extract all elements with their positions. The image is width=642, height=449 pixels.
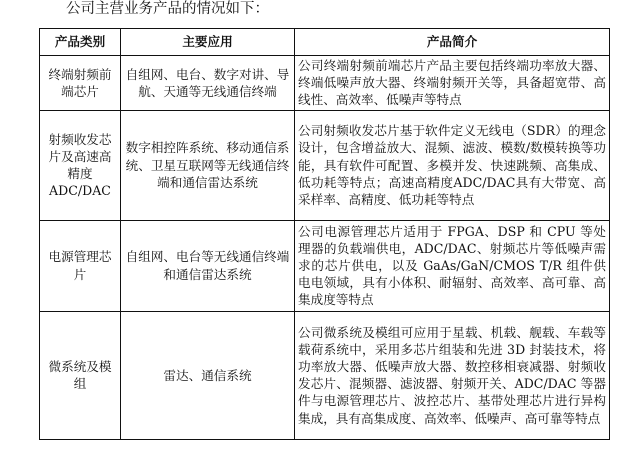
row-description: 公司电源管理芯片适用于 FPGA、DSP 和 CPU 等处理器的负载端供电，ADC/DAC、射频芯片等低噪声需求的芯片供电，以及 GaAs/GaN/CMOS T/R 组件供电电领域，具有小体积、耐辐射、高效率、高可靠、高集成度等特点 [295,220,610,311]
intro-text: 公司主营业务产品的情况如下： [66,1,269,17]
table-row [40,311,610,439]
row-description: 公司射频收发芯片基于软件定义无线电（SDR）的理念设计，包含增益放大、混频、滤波、模数/数模转换等功能，具有软件可配置、多模并发、快速跳频、高集成、低功耗等特点；高速高精度ADC/DAC具有大带宽、高采样率、高精度、低功耗等特点 [295,110,610,220]
row-category: 微系统及模组 [40,311,121,439]
header-category: 产品类别 [40,29,121,56]
products-table [39,28,610,440]
row-category: 终端射频前端芯片 [40,56,121,111]
row-description: 公司微系统及模组可应用于星载、机载、舰载、车载等载荷系统中，采用多芯片组装和先进 3D 封装技术，将功率放大器、低噪声放大器、数控移相衰减器、射频收发芯片、混频器、滤波器、射频开关、ADC/DAC 等器件与电源管理芯片、波控芯片、基带处理芯片进行异构集成，具有高集成度、高效率、低噪声、高可靠等特点 [295,311,610,439]
row-category: 射频收发芯片及高速高精度ADC/DAC [40,110,121,220]
table-header-row [40,29,610,56]
header-description: 产品简介 [295,29,610,56]
table-row [40,56,610,111]
row-category: 电源管理芯片 [40,220,121,311]
row-application: 自组网、电台等无线通信终端和通信雷达系统 [121,220,295,311]
table-row [40,110,610,220]
header-application: 主要应用 [121,29,295,56]
row-description: 公司终端射频前端芯片产品主要包括终端功率放大器、终端低噪声放大器、终端射频开关等，具备超宽带、高线性、高效率、低噪声等特点 [295,56,610,111]
table-row [40,220,610,311]
row-application: 自组网、电台、数字对讲、导航、天通等无线通信终端 [121,56,295,111]
row-application: 数字相控阵系统、移动通信系统、卫星互联网等无线通信终端和通信雷达系统 [121,110,295,220]
row-application: 雷达、通信系统 [121,311,295,439]
